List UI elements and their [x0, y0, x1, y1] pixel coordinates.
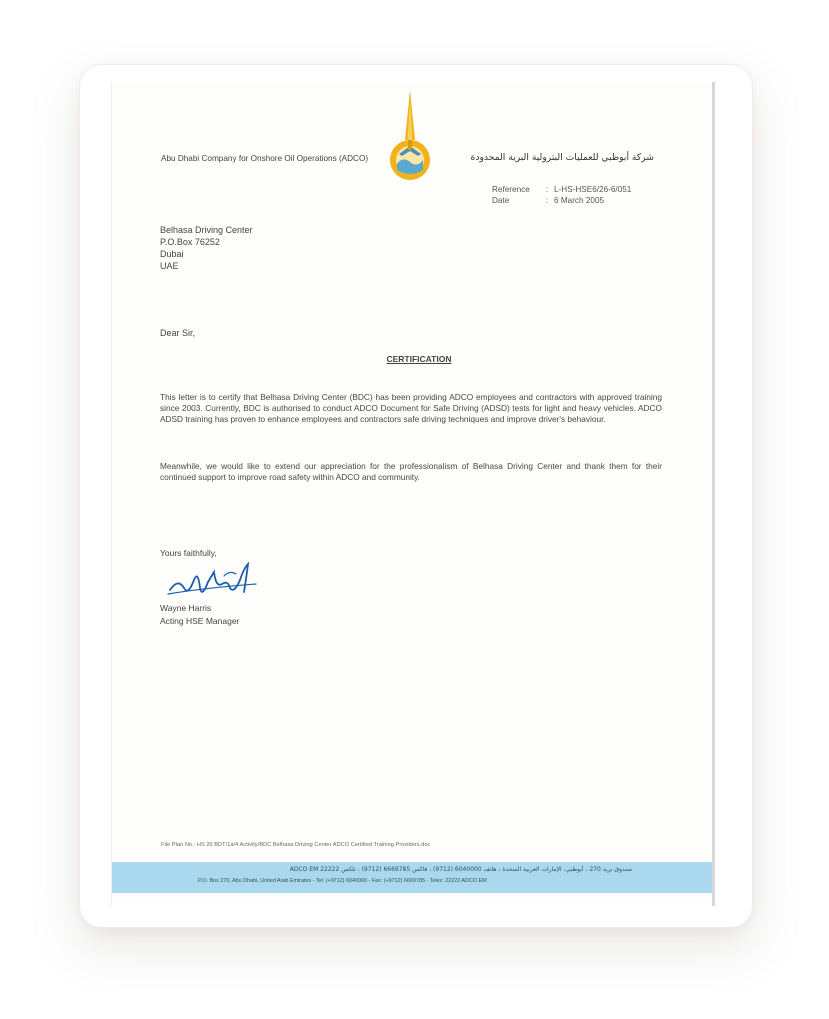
reference-value: L-HS-HSE6/26-6/051 — [554, 185, 632, 194]
recipient-line: Belhasa Driving Center — [160, 225, 253, 235]
reference-row: Reference : L-HS-HSE6/26-6/051 — [492, 185, 632, 194]
signer-name: Wayne Harris — [160, 603, 212, 613]
recipient-line: Dubai — [160, 249, 184, 259]
recipient-address — [160, 224, 253, 272]
date-value: 6 March 2005 — [554, 196, 605, 205]
date-separator: : — [545, 196, 549, 205]
date-label: Date — [492, 196, 510, 205]
reference-block — [492, 184, 631, 206]
date-row — [492, 195, 631, 206]
salutation: Dear Sir, — [160, 328, 196, 338]
footer-arabic-line: صندوق بريد 270 ، أبوظبي، الإمارات العربية المتحدة ، هاتف 6040000 (9712) ، فاكس 6669785 (9712) ، تلكس 22222 ADCO EM — [289, 866, 632, 873]
company-name-arabic: شركة أبوظبي للعمليات البترولية البرية المحدودة — [470, 152, 654, 163]
subject-heading: CERTIFICATION — [386, 354, 452, 364]
body-paragraph-2: Meanwhile, we would like to extend our appreciation for the professionalism of Belhasa Driving Center and thank them for their continued support to improve road safety within ADCO and community. — [160, 461, 662, 483]
recipient-line: P.O.Box 76252 — [160, 237, 220, 247]
closing-line: Yours faithfully, — [160, 548, 217, 558]
signer-title: Acting HSE Manager — [160, 615, 240, 626]
company-name-english: Abu Dhabi Company for Onshore Oil Operations (ADCO) — [161, 154, 369, 163]
file-reference: File Plan No.: HS 20 BDT/1a/4 Activity/BDC Belhasa Driving Center ADCO Certified Training Providers.doc — [161, 842, 431, 848]
recipient-line: UAE — [160, 261, 179, 271]
body-paragraph-1: This letter is to certify that Belhasa Driving Center (BDC) has been providing ADCO employees and contractors with approved training since 2003. Currently, BDC is authorised to conduct ADCO Document for Safe Driving (ADSD) tests for light and heavy vehicles. ADCO ADSD training has proven to enhance employees and contractors safe driving techniques and improve driver's behaviour. — [160, 392, 662, 425]
certification-letter — [111, 82, 715, 906]
adco-logo-icon — [385, 90, 435, 182]
handwritten-signature-icon — [164, 558, 260, 602]
signer-block — [160, 602, 239, 627]
footer-band — [112, 862, 712, 893]
footer-english-line: P.O. Box 270, Abu Dhabi, United Arab Emirates - Tel: (+9712) 6040000 - Fax: (+9712) 6669785 - Telex: 22222 ADCO EM — [198, 878, 487, 884]
reference-label: Reference — [492, 185, 530, 194]
